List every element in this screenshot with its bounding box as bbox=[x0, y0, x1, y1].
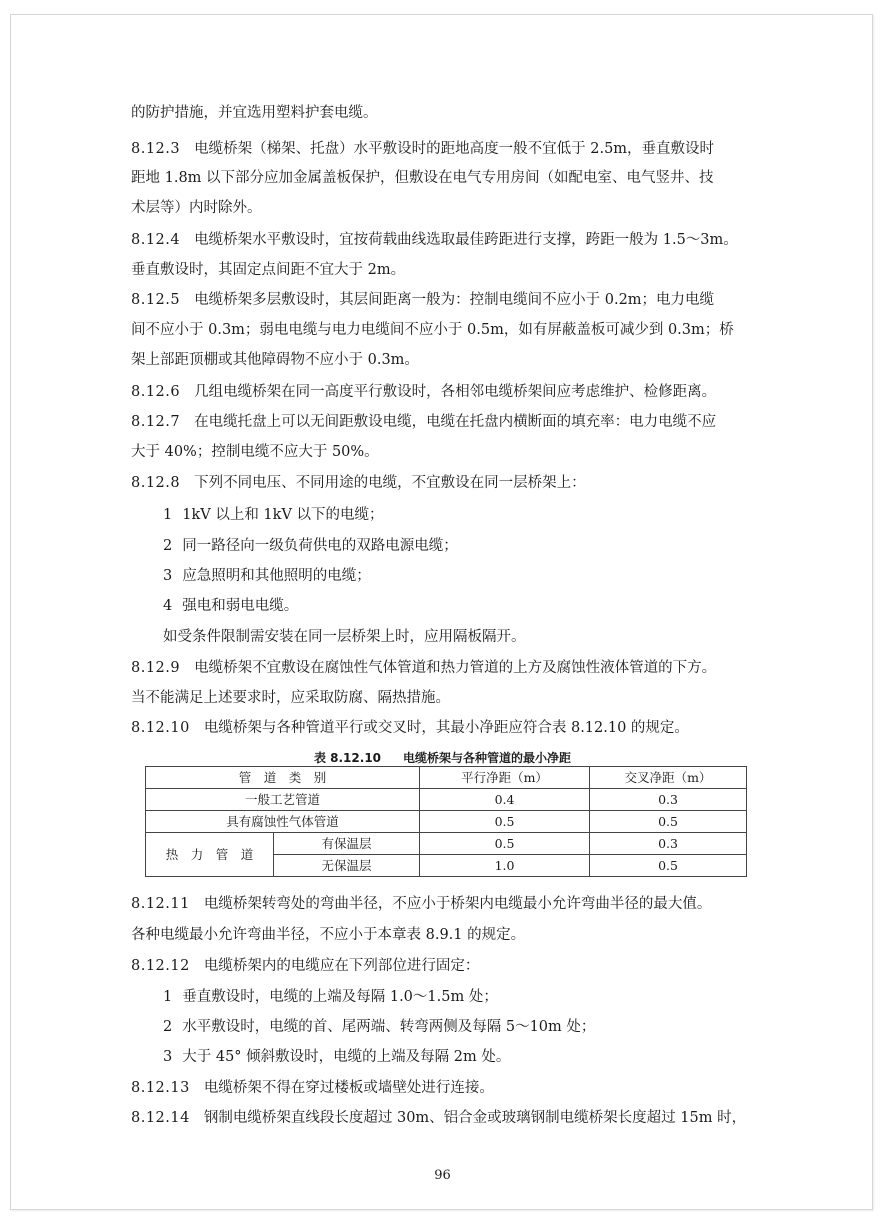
intro-line: 的防护措施，并宜选用塑料护套电缆。 bbox=[131, 105, 378, 121]
clause-text: 电缆桥架不得在穿过楼板或墙壁处进行连接。 bbox=[203, 1080, 494, 1096]
cell-subcategory: 无保温层 bbox=[274, 855, 420, 877]
list-item-number: 1 bbox=[163, 989, 173, 1005]
clause-text: 在电缆托盘上可以无间距敷设电缆，电缆在托盘内横断面的填充率：电力电缆不应 bbox=[194, 414, 717, 430]
list-item-text: 垂直敷设时，电缆的上端及每隔 1.0～1.5m 处； bbox=[182, 989, 498, 1005]
clause-number: 8.12.5 bbox=[131, 292, 181, 308]
list-item-text: 应急照明和其他照明的电缆； bbox=[182, 568, 371, 584]
cell-cross: 0.3 bbox=[590, 789, 747, 811]
table-header-row bbox=[146, 767, 747, 789]
table-row bbox=[146, 789, 747, 811]
clause-8-12-11 bbox=[131, 894, 711, 914]
cell-cross: 0.5 bbox=[590, 855, 747, 877]
clause-8-12-7 bbox=[131, 412, 716, 432]
clause-number: 8.12.4 bbox=[131, 232, 181, 248]
clause-number: 8.12.3 bbox=[131, 141, 181, 157]
page-number: 96 bbox=[434, 1168, 451, 1183]
clause-text-line: 各种电缆最小允许弯曲半径，不应小于本章表 8.9.1 的规定。 bbox=[131, 927, 526, 943]
list-item-number: 1 bbox=[163, 507, 173, 523]
table-number: 表 8.12.10 bbox=[313, 751, 382, 765]
clause-text: 电缆桥架水平敷设时，宜按荷载曲线选取最佳跨距进行支撑，跨距一般为 1.5～3m。 bbox=[194, 232, 738, 248]
clause-text-line: 间不应小于 0.3m；弱电电缆与电力电缆间不应小于 0.5m，如有屏蔽盖板可减少到 0.3m；桥 bbox=[131, 322, 734, 338]
cell-parallel: 1.0 bbox=[420, 855, 590, 877]
clause-number: 8.12.6 bbox=[131, 384, 181, 400]
list-item-number: 2 bbox=[163, 1019, 173, 1035]
clause-8-12-6 bbox=[131, 382, 716, 402]
clause-text: 几组电缆桥架在同一高度平行敷设时，各相邻电缆桥架间应考虑维护、检修距离。 bbox=[194, 384, 717, 400]
clause-number: 8.12.13 bbox=[131, 1080, 190, 1096]
clause-text-line: 垂直敷设时，其固定点间距不宜大于 2m。 bbox=[131, 262, 406, 278]
clause-8-12-3 bbox=[131, 139, 714, 159]
clause-text: 电缆桥架不宜敷设在腐蚀性气体管道和热力管道的上方及腐蚀性液体管道的下方。 bbox=[194, 660, 717, 676]
cell-parallel: 0.4 bbox=[420, 789, 590, 811]
list-item-number: 2 bbox=[163, 538, 173, 554]
clause-text-line: 术层等）内时除外。 bbox=[131, 200, 262, 216]
clause-text: 电缆桥架（梯架、托盘）水平敷设时的距地高度一般不宜低于 2.5m，垂直敷设时 bbox=[194, 141, 715, 157]
cell-cross: 0.5 bbox=[590, 811, 747, 833]
list-item bbox=[163, 566, 371, 586]
cell-parallel: 0.5 bbox=[420, 811, 590, 833]
clause-number: 8.12.11 bbox=[131, 896, 190, 912]
clause-text-line: 距地 1.8m 以下部分应加金属盖板保护，但敷设在电气专用房间（如配电室、电气竖井、技 bbox=[131, 170, 714, 186]
clause-8-12-4 bbox=[131, 230, 738, 250]
clause-number: 8.12.8 bbox=[131, 475, 181, 491]
clause-number: 8.12.14 bbox=[131, 1110, 190, 1126]
clause-text: 电缆桥架多层敷设时，其层间距离一般为：控制电缆间不应小于 0.2m；电力电缆 bbox=[194, 292, 715, 308]
list-item-text: 1kV 以上和 1kV 以下的电缆； bbox=[182, 507, 384, 523]
list-item bbox=[163, 536, 458, 556]
list-item-text: 水平敷设时，电缆的首、尾两端、转弯两侧及每隔 5～10m 处； bbox=[182, 1019, 596, 1035]
table-title: 电缆桥架与各种管道的最小净距 bbox=[403, 751, 572, 765]
clause-text: 电缆桥架内的电缆应在下列部位进行固定： bbox=[203, 958, 480, 974]
cell-category: 一般工艺管道 bbox=[146, 789, 420, 811]
clearance-table bbox=[145, 766, 747, 877]
clause-text-line: 当不能满足上述要求时，应采取防腐、隔热措施。 bbox=[131, 690, 450, 706]
clause-text: 钢制电缆桥架直线段长度超过 30m、铝合金或玻璃钢制电缆桥架长度超过 15m 时， bbox=[203, 1110, 747, 1126]
cell-parallel: 0.5 bbox=[420, 833, 590, 855]
cell-category: 具有腐蚀性气体管道 bbox=[146, 811, 420, 833]
header-parallel: 平行净距（m） bbox=[420, 767, 590, 789]
clause-text: 下列不同电压、不同用途的电缆，不宜敷设在同一层桥架上： bbox=[194, 475, 586, 491]
list-item bbox=[163, 1017, 595, 1037]
cell-subcategory: 有保温层 bbox=[274, 833, 420, 855]
clause-8-12-5 bbox=[131, 290, 714, 310]
clause-number: 8.12.9 bbox=[131, 660, 181, 676]
clause-text-line: 大于 40%；控制电缆不应大于 50%。 bbox=[131, 444, 379, 460]
clause-text: 电缆桥架与各种管道平行或交叉时，其最小净距应符合表 8.12.10 的规定。 bbox=[203, 720, 689, 736]
list-item-number: 3 bbox=[163, 1049, 173, 1065]
list-item-text: 强电和弱电电缆。 bbox=[182, 598, 299, 614]
list-item bbox=[163, 596, 298, 616]
header-cross: 交叉净距（m） bbox=[590, 767, 747, 789]
list-item-number: 3 bbox=[163, 568, 173, 584]
clause-8-12-8 bbox=[131, 473, 586, 493]
clause-number: 8.12.7 bbox=[131, 414, 181, 430]
clause-note: 如受条件限制需安装在同一层桥架上时，应用隔板隔开。 bbox=[163, 629, 526, 645]
table-row bbox=[146, 811, 747, 833]
list-item bbox=[163, 1047, 510, 1067]
clause-8-12-9 bbox=[131, 658, 716, 678]
list-item bbox=[163, 505, 384, 525]
table-row bbox=[146, 833, 747, 855]
list-item bbox=[163, 987, 498, 1007]
clause-text-line: 架上部距顶棚或其他障碍物不应小于 0.3m。 bbox=[131, 352, 419, 368]
list-item-text: 大于 45° 倾斜敷设时，电缆的上端及每隔 2m 处。 bbox=[182, 1049, 511, 1065]
clause-8-12-14 bbox=[131, 1108, 746, 1128]
cell-cross: 0.3 bbox=[590, 833, 747, 855]
list-item-text: 同一路径向一级负荷供电的双路电源电缆； bbox=[182, 538, 458, 554]
clause-8-12-13 bbox=[131, 1078, 494, 1098]
clause-8-12-10 bbox=[131, 718, 689, 738]
clause-number: 8.12.10 bbox=[131, 720, 190, 736]
table-caption bbox=[0, 751, 885, 765]
clause-text: 电缆桥架转弯处的弯曲半径，不应小于桥架内电缆最小允许弯曲半径的最大值。 bbox=[203, 896, 712, 912]
cell-category: 热 力 管 道 bbox=[146, 833, 274, 877]
clause-number: 8.12.12 bbox=[131, 958, 190, 974]
list-item-number: 4 bbox=[163, 598, 173, 614]
clause-8-12-12 bbox=[131, 956, 479, 976]
header-category: 管 道 类 别 bbox=[146, 767, 420, 789]
